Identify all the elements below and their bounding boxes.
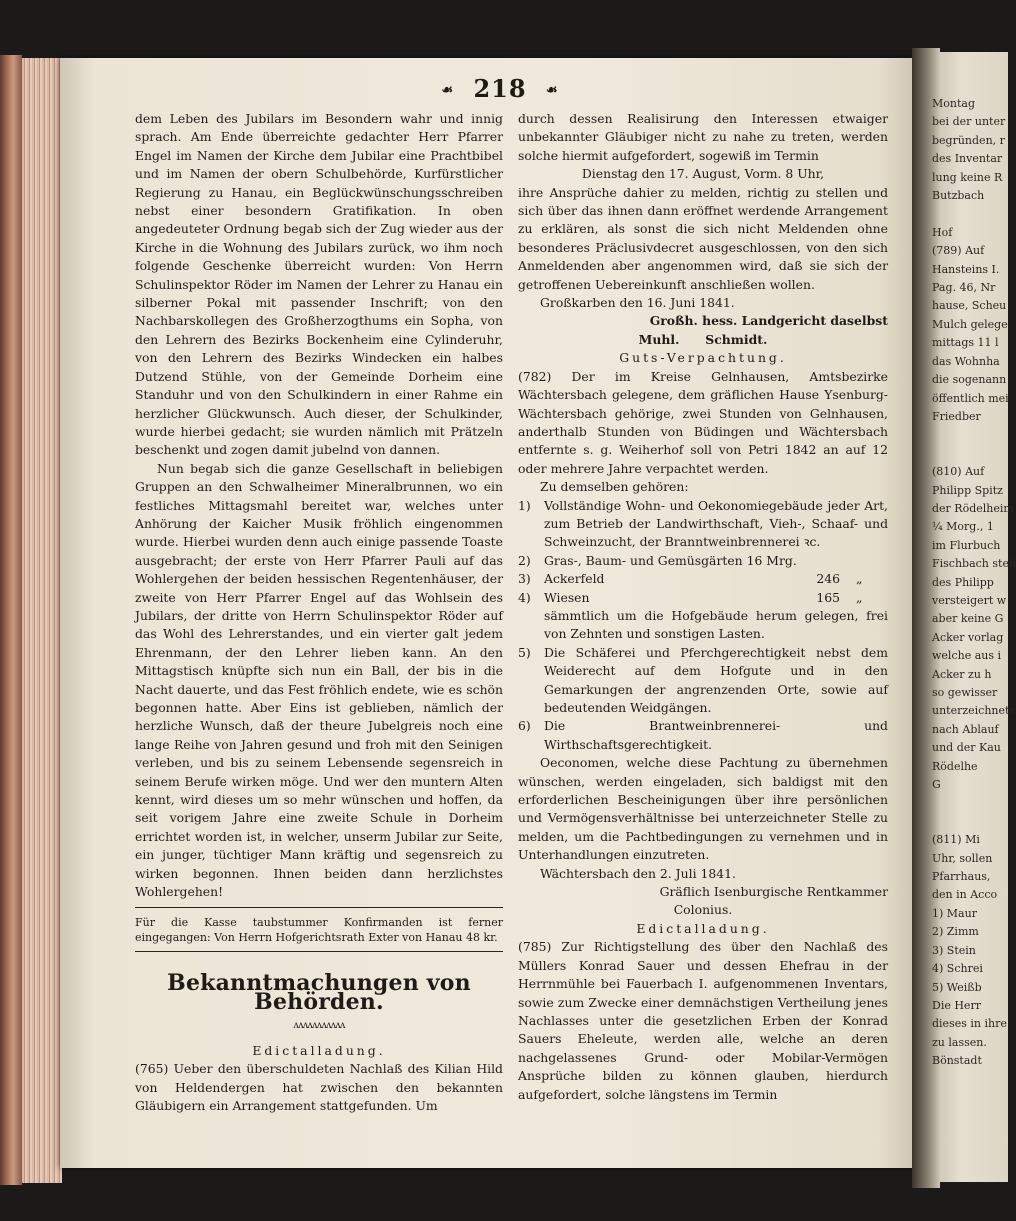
margin-line: 2) Zimm [932, 925, 979, 939]
item-number: 3) [518, 571, 531, 587]
margin-line: des Inventar [932, 152, 1003, 166]
item-value: 165 [816, 589, 840, 605]
margin-line: dieses in ihre [932, 1017, 1007, 1031]
signer: Colonius. [673, 902, 733, 918]
item-text: Gras-, Baum- und Gemüsgärten 16 Mrg. [544, 552, 797, 568]
page-number-header [0, 74, 1000, 103]
item-value: 246 [816, 571, 840, 587]
guts-heading: Guts-Verpachtung. [619, 350, 787, 366]
margin-line: 1) Maur [932, 906, 977, 920]
margin-line: G [932, 778, 941, 792]
margin-line: 4) Schrei [932, 962, 983, 976]
margin-line: zu lassen. [932, 1035, 987, 1049]
margin-line: mittags 11 l [932, 336, 999, 350]
ditto-mark: „ [856, 589, 863, 605]
rentkammer-signature: Gräflich Isenburgische Rentkammer [659, 884, 888, 900]
ornament-left-icon: ☙ [441, 83, 455, 98]
margin-line: Acker zu h [932, 667, 992, 681]
margin-line: Friedber [932, 409, 981, 423]
article-paragraph: dem Leben des Jubilars im Besondern wahr und innig sprach. Am Ende überreichte gedachter Herr Pfarrer Engel im Namen der Kirche dem Jubilar eine Prachtbibel und im Namen der obern Schulbehörde, Kurfürstlicher Regierung zu Hanau, ein Beglückwünschungsschreiben nebst einer besondern Gratifikation. In oben angedeuteter Ordnung begab sich der Zug wieder aus der Kirche in die Wohnung des Jubilars zurück, wo ihm noch folgende Geschenke überreicht wurden: Von Herrn Schulinspektor Röder im Namen der Lehrer zu Hanau ein silberner Pokal mit passender Inschrift; von den Nachbarskollegen des Großherzogthums ein Sopha, von den Lehrern des Bezirks Bockenheim eine Cylinderuhr, von den Lehrern des Bezirks Windecken ein halbes Dutzend Stühle, von der Gemeinde Dorheim eine Standuhr und von den Schulkindern in einer Rahme ein herzlicher Glückwunsch. Auch dieser, der Schulkinder, wurde hierbei gedacht; sie wurden nämlich mit Prätzeln beschenkt und zogen damit jubelnd von dannen. [135, 111, 503, 458]
notice-765: (765) Ueber den überschuldeten Nachlaß des Kilian Hild von Heldendergen hat zwischen den bekannten Gläubigern ein Arrangement stattgefunden. Um [135, 1061, 503, 1113]
notice-765-continued: ihre Ansprüche dahier zu melden, richtig zu stellen und sich über das ihnen dann eröffnet werdende Arrangement zu erklären, als sonst die sich nicht Meldenden ohne besonderes Präclusivdecret ausgeschlossen, von den sich Anmeldenden aber angenommen wird, daß sie sich der getroffenen Uebereinkunft anschließen wollen. [518, 184, 888, 292]
margin-line: den in Acco [932, 888, 998, 902]
notice-782-invitation: Oeconomen, welche diese Pachtung zu übernehmen wünschen, werden eingeladen, sich baldigst mit den erforderlichen Bescheinigungen über ihre persönlichen und Vermögensverhältnisse bei unterzeichneter Stelle zu melden, um die Pachtbedingungen zu vernehmen und in Unterhandlungen einzutreten. [518, 755, 888, 863]
list-item [518, 607, 888, 644]
divider [135, 951, 503, 952]
margin-line: Philipp Spitz [932, 483, 1003, 497]
item-text: sämmtlich um die Hofgebäude herum gelegen, frei von Zehnten und sonstigen Lasten. [544, 607, 888, 642]
list-item [518, 717, 888, 754]
margin-line: Acker vorlag [932, 630, 1004, 644]
left-column [135, 110, 503, 1115]
margin-line: 5) Weißb [932, 980, 982, 994]
margin-line: Butzbach [932, 189, 985, 203]
item-text: Die Schäferei und Pferchgerechtigkeit nebst dem Weiderecht auf dem Hofgute und in den Gemarkungen der angrenzenden Orte, sowie auf bedeutenden Weidgängen. [544, 644, 888, 715]
page-number: 218 [473, 74, 527, 103]
ditto-mark: „ [856, 571, 863, 587]
margin-line: Mulch gelege [932, 317, 1008, 331]
book-spine [0, 55, 22, 1185]
margin-line: ¼ Morg., 1 [932, 520, 994, 534]
margin-line: und der Kau [932, 741, 1001, 755]
margin-line: bei der unter [932, 115, 1006, 129]
article-paragraph: Nun begab sich die ganze Gesellschaft in beliebigen Gruppen an den Schwalheimer Mineralbrunnen, wo ein festliches Mittagsmahl bereitet war, welches unter Anhörung der Kaicher Musik fröhlich eingenommen wurde. Hierbei wurden denn auch einige passende Toaste ausgebracht; der erste von Herr Pfarrer Pauli auf das Wohlergehen der beiden hessischen Regentenhäuser, der zweite von Herr Pfarrer Engel auf das Wohlsein des Jubilars, der dritte von Herrn Schulinspektor Röder auf das Wohl des Lehrerstandes, und ein vierter galt jedem Ehrenmann, der den Lehrer lieben kann. An den Mittagstisch knüpfte sich nun ein Ball, der bis in die Nacht dauerte, und das Fest fröhlich endete, wie es schön begonnen hatte. Aber Eins ist geblieben, nämlich der herzliche Wunsch, daß der theure Jubelgreis noch eine lange Reihe von Jahren gesund und froh mit den Seinigen verleben, und bis zu seinem Lebensende segensreich in seinem Berufe wirken möge. Und wer den muntern Alten kennt, wird dieses um so mehr wünschen und hoffen, da seit vorigem Jahre eine zweite Schule in Dorheim errichtet worden ist, in welcher, unserm Jubilar zur Seite, ein junger, tüchtiger Mann kräftig und segensreich zu wirken begonnen. Ihnen beiden dann herzlichstes Wohlergehen! [135, 460, 503, 900]
margin-line: hause, Scheu [932, 299, 1007, 313]
notice-765-continued: durch dessen Realisirung den Interessen etwaiger unbekannter Gläubiger nicht zu nahe zu treten, werden solche hiermit aufgefordert, sogewiß im Termin [518, 111, 888, 163]
list-item [518, 552, 888, 570]
margin-line [932, 813, 1002, 831]
page-edges [22, 58, 62, 1183]
item-number: 4) [518, 589, 531, 605]
margin-line: begründen, r [932, 133, 1005, 147]
margin-line: Pfarrhaus, [932, 870, 991, 884]
margin-line: versteigert w [932, 593, 1007, 607]
court-signature: Großh. hess. Landgericht daselbst [649, 313, 888, 329]
margin-line: Fischbach steh [932, 557, 1016, 571]
margin-line: 3) Stein [932, 943, 976, 957]
margin-line [932, 445, 1002, 463]
list-intro: Zu demselben gehören: [540, 479, 689, 495]
list-item [518, 589, 888, 607]
edict-heading: Edictalladung. [252, 1042, 386, 1058]
margin-line: der Rödelheim [932, 501, 1014, 515]
facing-page-margin-text [932, 95, 1016, 1071]
list-item [518, 644, 888, 718]
margin-line [932, 205, 1002, 223]
item-text: Wiesen [544, 589, 590, 605]
margin-line: Uhr, sollen [932, 851, 993, 865]
margin-line: so gewisser [932, 686, 998, 699]
margin-line: (789) Auf [932, 244, 985, 258]
margin-line: das Wohnha [932, 354, 1000, 368]
section-title: Bekanntmachungen von Behörden. [167, 970, 471, 1015]
margin-line: Montag [932, 97, 975, 110]
item-text: Vollständige Wohn- und Oekonomiegebäude jeder Art, zum Betrieb der Landwirthschaft, Vieh-, Schaaf- und Schweinzucht, der Branntweinbrennerei ꝛc. [544, 497, 888, 550]
divider [135, 907, 503, 908]
margin-line: aber keine G [932, 612, 1004, 626]
list-item [518, 497, 888, 552]
signers: Muhl. Schmidt. [638, 331, 768, 347]
margin-line: des Philipp [932, 575, 994, 589]
margin-line: im Flurbuch [932, 538, 1001, 552]
item-number: 6) [518, 718, 531, 734]
margin-line: unterzeichnete [932, 704, 1016, 718]
dateline: Großkarben den 16. Juni 1841. [540, 295, 735, 311]
item-text: Die Brantweinbrennerei- und Wirthschaftsgerechtigkeit. [544, 718, 888, 752]
item-text: Ackerfeld [544, 571, 605, 587]
edict-heading: Edictalladung. [636, 920, 770, 936]
margin-line: Rödelhe [932, 759, 978, 773]
item-number: 1) [518, 497, 531, 513]
right-column [518, 110, 888, 1104]
margin-line: Hof [932, 225, 953, 239]
ornament-right-icon: ☙ [545, 83, 559, 98]
dateline: Wächtersbach den 2. Juli 1841. [540, 865, 736, 881]
wave-ornament: ᴧᴧᴧᴧᴧᴧᴧᴧᴧᴧᴧ [293, 1020, 345, 1032]
margin-line: lung keine R [932, 170, 1003, 184]
list-item [518, 570, 888, 588]
donation-notice: Für die Kasse taubstummer Konfirmanden ist ferner eingegangen: Von Herrn Hofgerichtsrath Exter von Hanau 48 kr. [135, 916, 503, 944]
margin-line: Hansteins I. [932, 262, 1000, 276]
margin-line: nach Ablauf [932, 722, 999, 736]
margin-line: (810) Auf [932, 465, 985, 479]
margin-line [932, 794, 1002, 812]
notice-785: (785) Zur Richtigstellung des über den Nachlaß des Müllers Konrad Sauer und dessen Ehefrau in der Herrnmühle bei Fauerbach I. aufgenommenen Inventars, sowie zum Zwecke einer demnächstigen Vertheilung jenes Nachlasses unter die gesetzlichen Erben der Konrad Sauers Eheleute, werden alle, welche an deren nachgelassenes Grund- oder Mobilar-Vermögen Ansprüche bilden zu können glauben, hierdurch aufgefordert, solche längstens im Termin [518, 939, 888, 1102]
margin-line [932, 426, 1002, 444]
margin-line: Pag. 46, Nr [932, 281, 996, 295]
margin-line: Die Herr [932, 998, 981, 1012]
termin-date: Dienstag den 17. August, Vorm. 8 Uhr, [581, 166, 825, 182]
margin-line: die sogenann [932, 373, 1007, 387]
item-number: 2) [518, 552, 531, 568]
notice-782: (782) Der im Kreise Gelnhausen, Amtsbezirke Wächtersbach gelegene, dem gräflichen Hause Ysenburg-Wächtersbach gehörige, zwei Stunden von Gelnhausen, anderthalb Stunden von Büdingen und Wächtersbach entfernte s. g. Weiherhof soll von Petri 1842 an auf 12 oder mehrere Jahre verpachtet werden. [518, 368, 888, 476]
margin-line: öffentlich mei [932, 391, 1009, 405]
margin-line: Bönstadt [932, 1054, 982, 1068]
item-number: 5) [518, 644, 531, 660]
margin-line: (811) Mi [932, 833, 980, 847]
margin-line: welche aus i [932, 649, 1001, 663]
